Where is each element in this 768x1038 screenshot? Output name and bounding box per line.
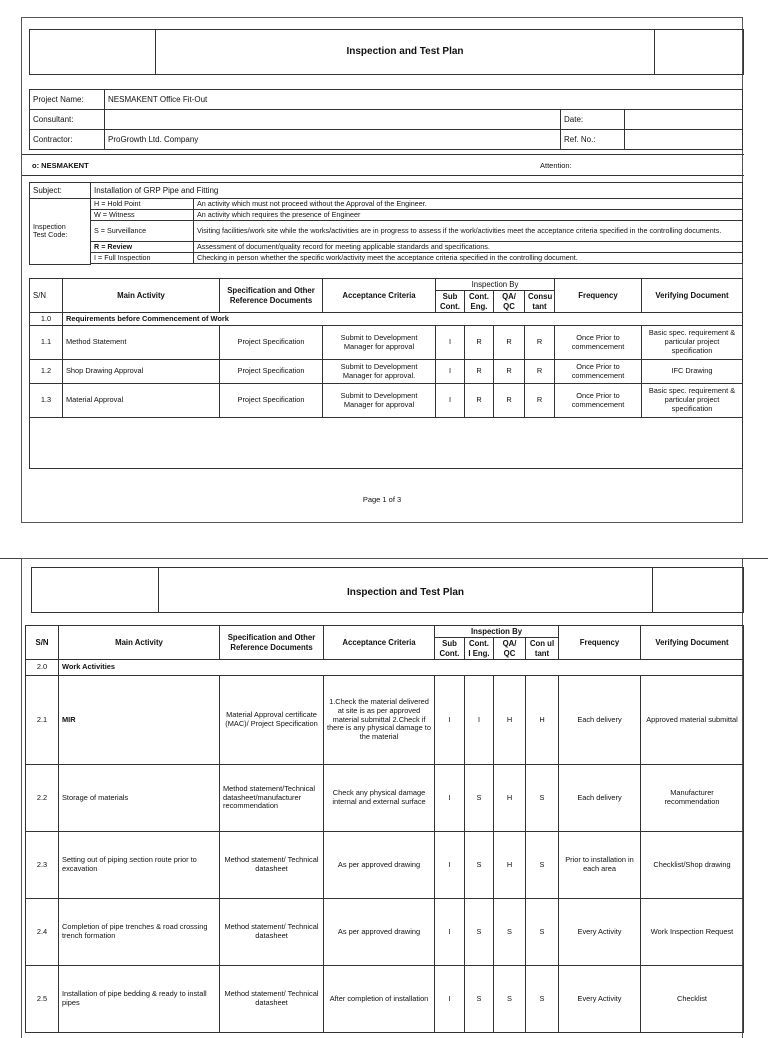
project-info-table <box>29 89 743 150</box>
table-row <box>26 676 744 765</box>
cell-qa: R <box>494 384 525 418</box>
to-label: o: NESMAKENT <box>32 161 89 170</box>
cell-cont: R <box>465 326 494 360</box>
cell-qa: R <box>494 360 525 384</box>
cell-freq: Once Prior to commencement <box>555 384 642 418</box>
cell-verify: Checklist <box>641 966 744 1033</box>
cell-cont: R <box>465 384 494 418</box>
cell-sub: I <box>435 899 465 966</box>
col-cont: Cont. Eng. <box>465 291 494 313</box>
col-spec: Specification and Other Reference Documents <box>220 279 323 313</box>
cell-sub: I <box>435 966 465 1033</box>
cell-cont: S <box>465 832 494 899</box>
cell-cons: S <box>526 765 559 832</box>
col-sn: S/N <box>26 626 59 660</box>
subject-value: Installation of GRP Pipe and Fitting <box>91 183 743 199</box>
cell-sub: I <box>436 384 465 418</box>
table-row <box>26 765 744 832</box>
cell-freq: Once Prior to commencement <box>555 360 642 384</box>
code-review: R = Review <box>91 242 194 253</box>
col-activity: Main Activity <box>63 279 220 313</box>
cell-activity: Completion of pipe trenches & road crossing trench formation <box>59 899 220 966</box>
code-row <box>30 221 743 242</box>
page-title: Inspection and Test Plan <box>346 587 465 598</box>
code-surveillance: S = Surveillance <box>91 221 194 242</box>
cell-qa: S <box>494 899 526 966</box>
cell-activity: Material Approval <box>63 384 220 418</box>
project-name-row <box>30 90 743 110</box>
col-sub: Sub Cont. <box>436 291 465 313</box>
subject-row <box>30 183 743 199</box>
cell-sn: 1.2 <box>30 360 63 384</box>
cell-verify: Checklist/Shop drawing <box>641 832 744 899</box>
code-witness-desc: An activity which requires the presence of Engineer <box>194 210 743 221</box>
code-row <box>30 242 743 253</box>
cell-spec: Method statement/Technical datasheet/manufacturer recommendation <box>220 765 324 832</box>
cell-verify: Basic spec. requirement & particular project specification <box>642 326 743 360</box>
cell-qa: S <box>494 966 526 1033</box>
cell-sn: 1.3 <box>30 384 63 418</box>
code-witness: W = Witness <box>91 210 194 221</box>
attention-label: Attention: <box>540 161 572 170</box>
cell-cons: S <box>526 899 559 966</box>
cell-accept: Submit to Development Manager for approval <box>323 326 436 360</box>
cell-activity: MIR <box>59 676 220 765</box>
cell-spec: Material Approval certificate (MAC)/ Project Specification <box>220 676 324 765</box>
cell-sn: 2.5 <box>26 966 59 1033</box>
contractor-value: ProGrowth Ltd. Company <box>105 130 561 150</box>
cell-activity: Installation of pipe bedding & ready to install pipes <box>59 966 220 1033</box>
cell-accept: Submit to Development Manager for approval <box>323 384 436 418</box>
table-row <box>26 832 744 899</box>
cell-accept: Check any physical damage internal and external surface <box>324 765 435 832</box>
cell-cont: S <box>465 899 494 966</box>
cell-spec: Project Specification <box>220 360 323 384</box>
cell-activity: Method Statement <box>63 326 220 360</box>
consultant-label: Consultant: <box>30 110 105 130</box>
page-title: Inspection and Test Plan <box>346 46 464 57</box>
contractor-row <box>30 130 743 150</box>
cell-activity: Shop Drawing Approval <box>63 360 220 384</box>
blank-row <box>30 418 743 469</box>
section-title: Requirements before Commencement of Work <box>63 313 743 326</box>
cell-freq: Every Activity <box>559 899 641 966</box>
code-review-desc: Assessment of document/quality record for meeting applicable standards and specifications. <box>194 242 743 253</box>
cell-sub: I <box>435 832 465 899</box>
cell-sn: 2.2 <box>26 765 59 832</box>
ref-label: Ref. No.: <box>561 130 625 150</box>
cell-sn: 1.1 <box>30 326 63 360</box>
project-name-value: NESMAKENT Office Fit-Out <box>105 90 743 110</box>
col-cons: Consu tant <box>525 291 555 313</box>
table-row <box>30 326 743 360</box>
code-hold-desc: An activity which must not proceed without the Approval of the Engineer. <box>194 199 743 210</box>
consultant-row <box>30 110 743 130</box>
cell-spec: Method statement/ Technical datasheet <box>220 832 324 899</box>
cell-sub: I <box>435 765 465 832</box>
title-right-divider <box>654 30 655 74</box>
col-sn: S/N <box>30 279 63 313</box>
itp-page-1 <box>21 17 743 523</box>
table-row <box>26 899 744 966</box>
col-activity: Main Activity <box>59 626 220 660</box>
cell-cons: H <box>526 676 559 765</box>
title-block <box>29 29 744 75</box>
cell-sub: I <box>436 326 465 360</box>
section-sn: 2.0 <box>26 660 59 676</box>
cell-spec: Method statement/ Technical datasheet <box>220 966 324 1033</box>
col-verify: Verifying Document <box>641 626 744 660</box>
cell-cons: R <box>525 384 555 418</box>
cell-verify: Work Inspection Request <box>641 899 744 966</box>
date-value <box>625 110 743 130</box>
table-row <box>26 966 744 1033</box>
code-hold: H = Hold Point <box>91 199 194 210</box>
cell-verify: IFC Drawing <box>642 360 743 384</box>
cell-cont: R <box>465 360 494 384</box>
cell-spec: Project Specification <box>220 326 323 360</box>
section-sn: 1.0 <box>30 313 63 326</box>
ref-value <box>625 130 743 150</box>
col-cont: Cont. I Eng. <box>465 638 494 660</box>
date-label: Date: <box>561 110 625 130</box>
activities-table-2 <box>25 625 744 1033</box>
cell-sub: I <box>435 676 465 765</box>
section-title: Work Activities <box>59 660 744 676</box>
activities-table-1 <box>29 278 743 469</box>
col-inspection-by: Inspection By <box>435 626 559 638</box>
cell-freq: Every Activity <box>559 966 641 1033</box>
consultant-value <box>105 110 561 130</box>
subject-label: Subject: <box>30 183 91 199</box>
cell-qa: R <box>494 326 525 360</box>
col-frequency: Frequency <box>559 626 641 660</box>
col-accept: Acceptance Criteria <box>323 279 436 313</box>
title-right-divider <box>652 568 653 612</box>
code-full-desc: Checking in person whether the specific work/activity meet the acceptance criteria specified in the controlling document. <box>194 253 743 264</box>
cell-freq: Prior to installation in each area <box>559 832 641 899</box>
col-accept: Acceptance Criteria <box>324 626 435 660</box>
code-surveillance-desc: Visiting facilities/work site while the works/activities are in progress to assess if the work/activities meet the acceptance criteria specified in the controlling documents. <box>194 221 743 242</box>
cell-verify: Approved material submittal <box>641 676 744 765</box>
cell-qa: H <box>494 832 526 899</box>
cell-sub: I <box>436 360 465 384</box>
cell-accept: As per approved drawing <box>324 832 435 899</box>
cell-cons: R <box>525 360 555 384</box>
cell-spec: Project Specification <box>220 384 323 418</box>
cell-cont: S <box>465 765 494 832</box>
code-row <box>30 210 743 221</box>
cell-spec: Method statement/ Technical datasheet <box>220 899 324 966</box>
contractor-label: Contractor: <box>30 130 105 150</box>
cell-activity: Setting out of piping section route prior to excavation <box>59 832 220 899</box>
col-qa: QA/ QC <box>494 638 526 660</box>
code-row <box>30 199 743 210</box>
cell-verify: Manufacturer recommendation <box>641 765 744 832</box>
cell-freq: Each delivery <box>559 676 641 765</box>
cell-verify: Basic spec. requirement & particular project specification <box>642 384 743 418</box>
cell-cons: R <box>525 326 555 360</box>
rule-top <box>22 154 744 155</box>
cell-activity: Storage of materials <box>59 765 220 832</box>
cell-cons: S <box>526 966 559 1033</box>
cell-accept: 1.Check the material delivered at site is as per approved material submittal 2.Check if there is any physical damage to the material <box>324 676 435 765</box>
itp-page-2 <box>21 558 743 1038</box>
col-spec: Specification and Other Reference Documents <box>220 626 324 660</box>
cell-qa: H <box>494 676 526 765</box>
table-row <box>30 384 743 418</box>
col-verify: Verifying Document <box>642 279 743 313</box>
cell-freq: Once Prior to commencement <box>555 326 642 360</box>
cell-accept: After completion of installation <box>324 966 435 1033</box>
section-row <box>26 660 744 676</box>
col-sub: Sub Cont. <box>435 638 465 660</box>
cell-sn: 2.4 <box>26 899 59 966</box>
cell-accept: As per approved drawing <box>324 899 435 966</box>
col-cons: Con ul tant <box>526 638 559 660</box>
code-row <box>30 253 743 264</box>
cell-qa: H <box>494 765 526 832</box>
project-name-label: Project Name: <box>30 90 105 110</box>
col-qa: QA/ QC <box>494 291 525 313</box>
table-row <box>30 360 743 384</box>
cell-sn: 2.3 <box>26 832 59 899</box>
page-number: Page 1 of 3 <box>362 495 402 504</box>
col-frequency: Frequency <box>555 279 642 313</box>
code-label: Inspection Test Code: <box>30 199 91 265</box>
cell-cont: I <box>465 676 494 765</box>
header-row <box>30 279 743 291</box>
title-block <box>31 567 744 613</box>
cell-sn: 2.1 <box>26 676 59 765</box>
cell-freq: Each delivery <box>559 765 641 832</box>
rule-bottom <box>22 175 744 176</box>
cell-cont: S <box>465 966 494 1033</box>
header-row <box>26 626 744 638</box>
cell-cons: S <box>526 832 559 899</box>
code-full: I = Full Inspection <box>91 253 194 264</box>
cell-accept: Submit to Development Manager for approval. <box>323 360 436 384</box>
col-inspection-by: Inspection By <box>436 279 555 291</box>
section-row <box>30 313 743 326</box>
inspection-code-table <box>29 182 743 265</box>
